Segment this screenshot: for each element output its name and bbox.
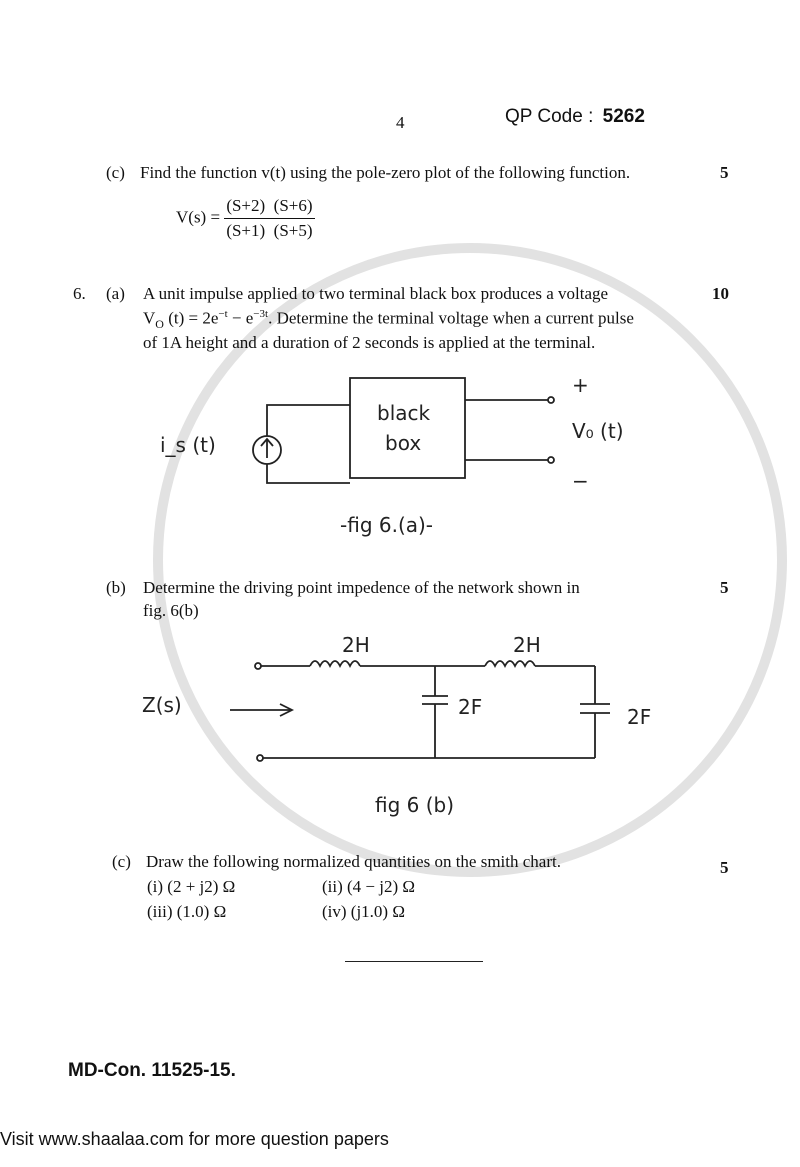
q6b-line1: Determine the driving point impedence of the network shown in: [143, 578, 580, 597]
black-box: [350, 378, 465, 478]
box-label-1: black: [377, 401, 431, 425]
q6c-item-2: (ii) (4 − j2) Ω: [322, 877, 416, 896]
qp-code: [505, 106, 645, 128]
q5c-marks: 5: [720, 163, 729, 182]
qp-code-value: 5262: [602, 106, 645, 127]
q6b-line2: fig. 6(b): [143, 601, 199, 620]
input-label: Z(s): [142, 693, 182, 717]
equation-numerator: (S+2) (S+6): [224, 196, 314, 219]
fig-6b-caption: fig 6 (b): [375, 793, 455, 817]
capacitor-1-label: 2F: [458, 695, 483, 719]
paper-code: MD-Con. 11525-15.: [68, 1060, 236, 1081]
inductor-2-label: 2H: [513, 633, 541, 657]
q6a-line2: [143, 308, 634, 332]
exp2: −3t: [253, 308, 269, 320]
capacitor-2-label: 2F: [627, 705, 652, 729]
q6a-marks: 10: [712, 284, 729, 303]
q6c-item-1: (i) (2 + j2) Ω: [147, 877, 236, 896]
q6c-marks: 5: [720, 858, 729, 877]
output-label: V₀ (t): [572, 419, 624, 443]
q6b-marks: 5: [720, 578, 729, 597]
v-symbol: V: [143, 308, 156, 328]
q5c-equation: [176, 196, 315, 241]
box-label-2: box: [385, 431, 422, 455]
q6c-item-3: (iii) (1.0) Ω: [147, 902, 227, 921]
exp1: −t: [218, 308, 228, 320]
q5c-text: Find the function v(t) using the pole-zero plot of the following function.: [140, 163, 631, 182]
fig-6a-caption: -fig 6.(a)-: [340, 513, 434, 537]
q5c-label: (c): [106, 163, 125, 182]
eq-part2: − e: [227, 308, 254, 328]
minus-terminal: −: [572, 469, 589, 493]
equation-denominator: (S+1) (S+5): [226, 221, 313, 240]
source-label: i_s (t): [160, 433, 216, 457]
page-number: 4: [396, 113, 405, 132]
inductor-1-label: 2H: [342, 633, 370, 657]
footer-visit-text: Visit www.shaalaa.com for more question papers: [0, 1129, 389, 1149]
figure-6a-circuit: [140, 370, 700, 560]
eq-part: (t) = 2e: [163, 308, 219, 328]
q6a-line3: of 1A height and a duration of 2 seconds is applied at the terminal.: [143, 333, 596, 352]
q6-number: 6.: [73, 284, 86, 303]
q6a-line1: A unit impulse applied to two terminal black box produces a voltage: [143, 284, 609, 303]
eq-tail: . Determine the terminal voltage when a current pulse: [268, 308, 634, 328]
q6a-label: (a): [106, 284, 125, 303]
equation-lhs: V(s) =: [176, 207, 221, 227]
v-subscript: O: [155, 317, 164, 332]
figure-6b-circuit: [130, 626, 710, 826]
inductor-1-icon: [310, 661, 360, 666]
inductor-2-icon: [485, 661, 535, 666]
end-rule: [345, 961, 483, 962]
qp-code-label: QP Code :: [505, 106, 594, 127]
q6c-label: (c): [112, 852, 131, 871]
q6b-label: (b): [106, 578, 126, 597]
plus-terminal: +: [572, 373, 589, 397]
q6c-text: Draw the following normalized quantities on the smith chart.: [146, 852, 561, 871]
q6c-item-4: (iv) (j1.0) Ω: [322, 902, 405, 921]
